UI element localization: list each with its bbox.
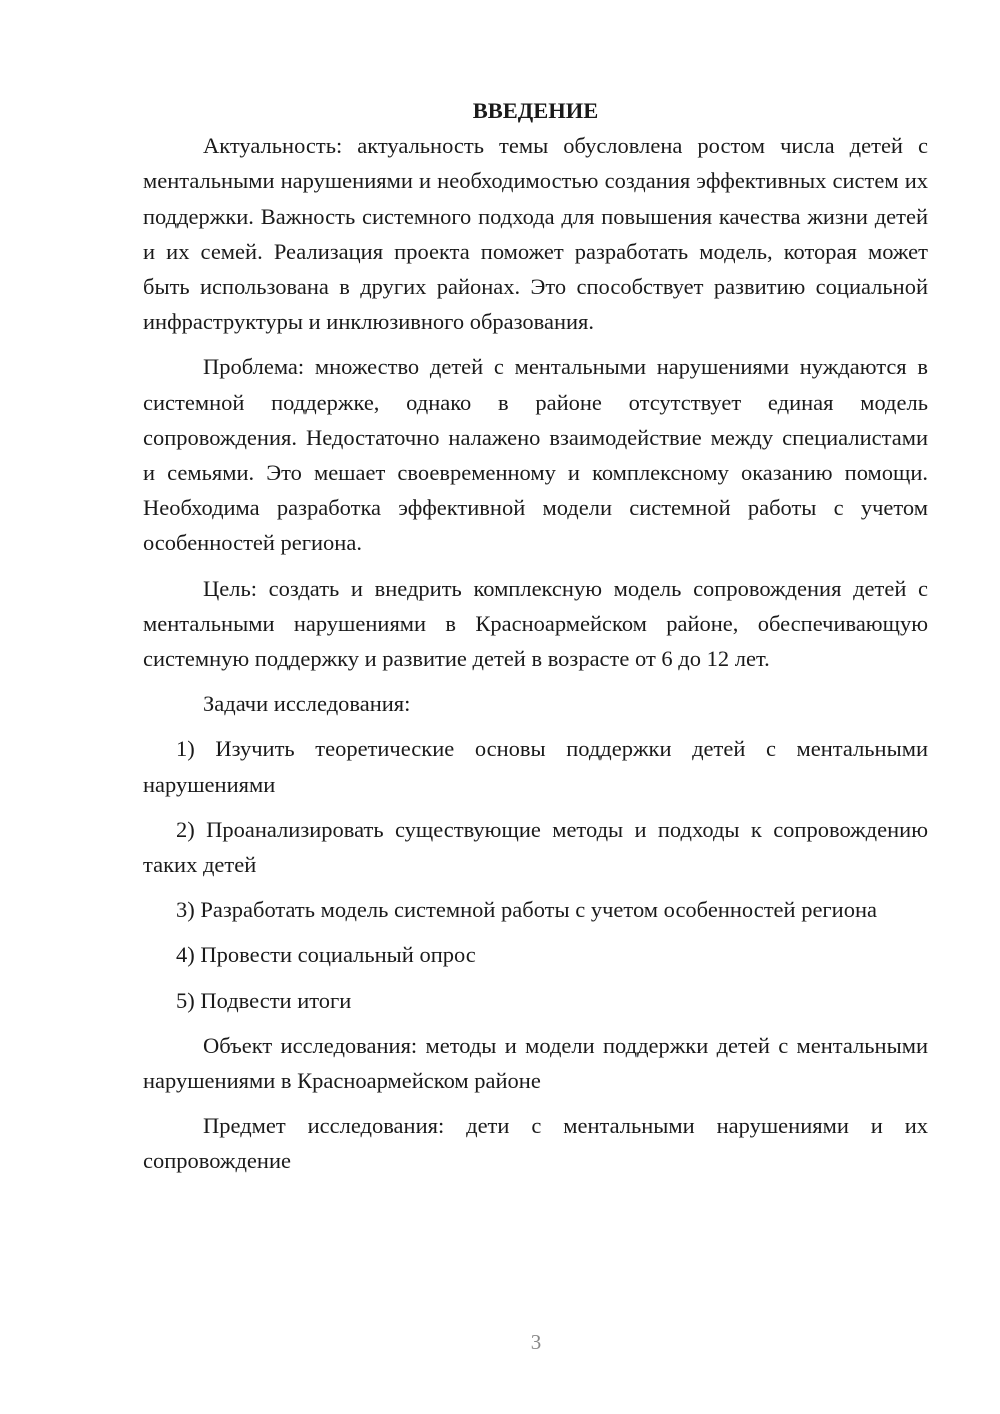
task-item-3: 3) Разработать модель системной работы с учетом особенностей региона [176,897,877,923]
paragraph-object: Объект исследования: методы и модели поддержки детей с ментальными нарушениями в Красноармейском районе [143,1032,928,1094]
paragraph-relevance: Актуальность: актуальность темы обусловлена ростом числа детей с ментальными нарушениями и необходимостью создания эффективных систем их поддержки. Важность системного подхода для повышения качества жизни детей и их семей. Реализация проекта поможет разработать модель, которая может быть использована в других районах. Это способствует развитию социальной инфраструктуры и инклюзивного образования. [143,133,928,335]
task-item-5: 5) Подвести итоги [176,987,352,1013]
page-number: 3 [530,1330,542,1354]
paragraph-problem: Проблема: множество детей с ментальными нарушениями нуждаются в системной поддержке, однако в районе отсутствует единая модель сопровождения. Недостаточно налажено взаимодействие между специалистами и семьями. Это мешает своевременному и комплексному оказанию помощи. Необходима разработка эффективной модели системной работы с учетом особенностей региона. [143,354,928,556]
task-item-2: 2) Проанализировать существующие методы и подходы к сопровождению таких детей [143,816,928,878]
paragraph-goal: Цель: создать и внедрить комплексную модель сопровождения детей с ментальными нарушениями в Красноармейском районе, обеспечивающую системную поддержку и развитие детей в возрасте от 6 до 12 лет. [143,575,928,672]
document-body [143,93,928,1179]
task-item-4: 4) Провести социальный опрос [176,942,476,968]
section-title: ВВЕДЕНИЕ [472,98,599,123]
task-item-1: 1) Изучить теоретические основы поддержки детей с ментальными нарушениями [143,736,928,797]
tasks-heading: Задачи исследования: [203,691,411,717]
paragraph-subject: Предмет исследования: дети с ментальными нарушениями и их сопровождение [143,1113,928,1174]
